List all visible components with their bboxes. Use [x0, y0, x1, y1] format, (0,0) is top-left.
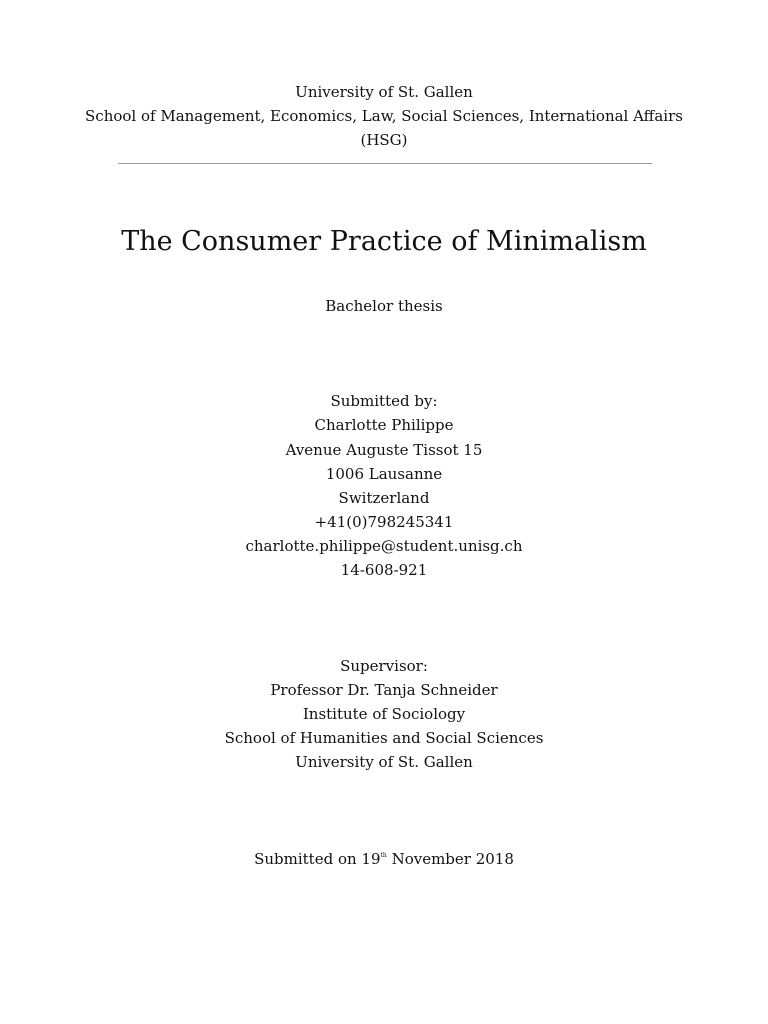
- submission-date-rest: November 2018: [386, 850, 514, 868]
- author-street: Avenue Auguste Tissot 15: [285, 441, 483, 459]
- supervisor-label: Supervisor:: [340, 657, 428, 675]
- author-phone: +41(0)798245341: [314, 513, 454, 531]
- submitted-by-label: Submitted by:: [330, 392, 438, 410]
- submission-date: [0, 849, 768, 869]
- submission-date-prefix: Submitted on 19: [254, 850, 381, 868]
- school-abbreviation: (HSG): [360, 131, 408, 149]
- school-name: School of Management, Economics, Law, Social Sciences, International Affairs: [85, 107, 683, 125]
- supervisor-institute: Institute of Sociology: [302, 705, 466, 723]
- supervisor-name: Professor Dr. Tanja Schneider: [270, 681, 498, 699]
- thesis-type: Bachelor thesis: [325, 297, 443, 315]
- submission-date-ordinal: th: [380, 852, 387, 859]
- supervisor-university: University of St. Gallen: [295, 753, 473, 771]
- author-email: charlotte.philippe@student.unisg.ch: [245, 537, 523, 555]
- supervisor-school: School of Humanities and Social Sciences: [224, 729, 544, 747]
- author-name: Charlotte Philippe: [314, 416, 454, 434]
- university-name: University of St. Gallen: [295, 83, 473, 101]
- author-country: Switzerland: [338, 489, 430, 507]
- author-city: 1006 Lausanne: [325, 465, 443, 483]
- header-divider: [118, 163, 652, 164]
- thesis-title: The Consumer Practice of Minimalism: [121, 226, 647, 257]
- author-student-id: 14-608-921: [340, 561, 428, 579]
